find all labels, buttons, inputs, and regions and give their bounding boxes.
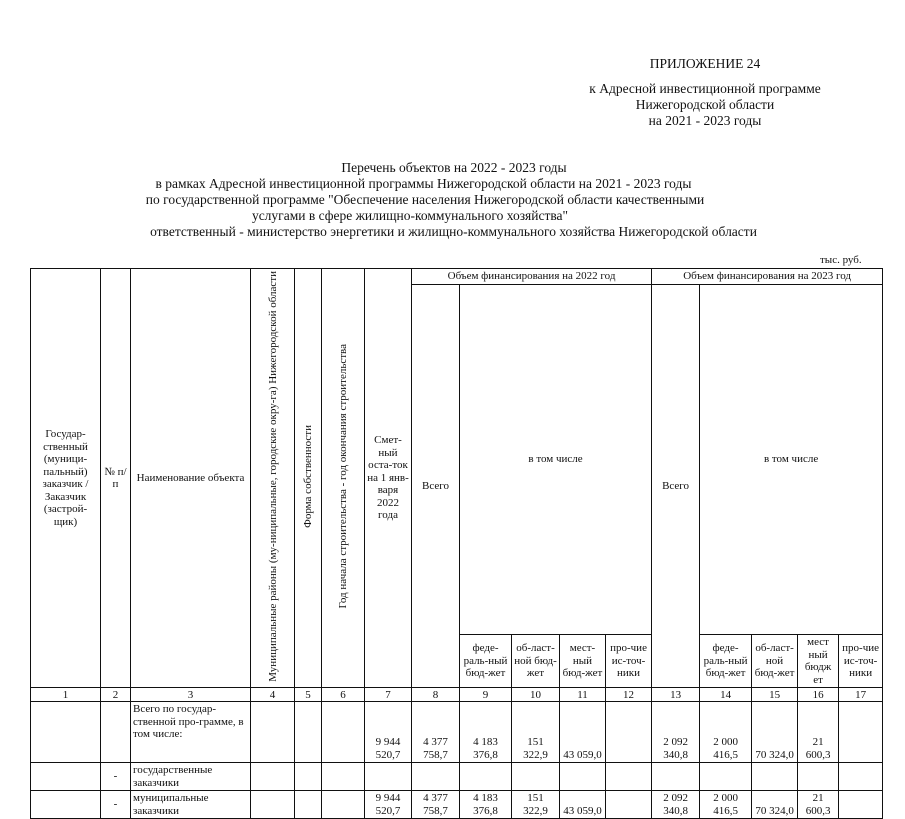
col-number: 6 <box>322 688 365 702</box>
cell-balance: 9 944 520,7 <box>365 791 412 819</box>
title-line-4: услугами в сфере жилищно-коммунального хозяйства" <box>251 208 569 223</box>
cell-empty <box>101 702 131 763</box>
unit-label: тыс. руб. <box>820 254 862 266</box>
cell-empty <box>251 702 295 763</box>
cell-total-2023: 2 092 340,8 <box>652 791 700 819</box>
title-line-5: ответственный - министерство энергетики и жилищно-коммунального хозяйства Нижегородской области <box>150 224 757 239</box>
cell-total-2023: 2 092 340,8 <box>652 702 700 763</box>
document-title <box>0 160 905 240</box>
header-years <box>322 269 365 688</box>
col-number: 12 <box>606 688 652 702</box>
cell-federal-2023: 2 000 416,5 <box>700 702 752 763</box>
title-line-3: по государственной программе "Обеспечение населения Нижегородской области качественными <box>145 192 705 207</box>
col-number: 13 <box>652 688 700 702</box>
header-fin-2023: Объем финансирования на 2023 год <box>652 269 883 285</box>
cell-empty <box>295 702 322 763</box>
appendix-line-2: Нижегородской области <box>635 97 775 112</box>
header-regional-2023: об-ласт-ной бюд-жет <box>752 635 798 688</box>
header-regional-2022: об-ласт-ной бюд-жет <box>512 635 560 688</box>
header-ownership-text: Форма собственности <box>302 424 314 528</box>
col-number: 8 <box>412 688 460 702</box>
header-total-2022: Всего <box>412 284 460 688</box>
cell-local-2022: 43 059,0 <box>560 791 606 819</box>
cell-empty <box>752 763 798 791</box>
header-customer: Государ-ственный (муници-пальный) заказчик / Заказчик (застрой-щик) <box>31 269 101 688</box>
header-incl-2023: в том числе <box>700 284 883 635</box>
cell-other-2022 <box>606 702 652 763</box>
objects-table <box>30 268 883 819</box>
col-number: 15 <box>752 688 798 702</box>
table-row-total <box>31 702 883 763</box>
header-years-text: Год начала строительства - год окончания строительства <box>337 344 349 609</box>
header-local-2023: мест ный бюдж ет <box>798 635 839 688</box>
cell-other-2022 <box>606 791 652 819</box>
header-num: № п/п <box>101 269 131 688</box>
col-number: 7 <box>365 688 412 702</box>
cell-empty <box>295 791 322 819</box>
cell-empty <box>322 791 365 819</box>
cell-local-2023: 21 600,3 <box>798 702 839 763</box>
col-number: 3 <box>131 688 251 702</box>
cell-total-2022: 4 377 758,7 <box>412 702 460 763</box>
header-total-2023: Всего <box>652 284 700 688</box>
cell-empty <box>31 702 101 763</box>
cell-empty <box>365 763 412 791</box>
cell-total-2022: 4 377 758,7 <box>412 791 460 819</box>
table-row-mun <box>31 791 883 819</box>
column-numbers-row <box>31 688 883 702</box>
cell-federal-2022: 4 183 376,8 <box>460 791 512 819</box>
col-number: 11 <box>560 688 606 702</box>
cell-empty <box>798 763 839 791</box>
cell-other-2023 <box>839 702 883 763</box>
cell-empty <box>295 763 322 791</box>
table-row-gov <box>31 763 883 791</box>
header-other-2022: про-чие ис-точ-ники <box>606 635 652 688</box>
cell-balance: 9 944 520,7 <box>365 702 412 763</box>
cell-empty <box>839 763 883 791</box>
row-name: государственные заказчики <box>131 763 251 791</box>
title-line-1: Перечень объектов на 2022 - 2023 годы <box>341 160 567 175</box>
cell-empty <box>31 791 101 819</box>
col-number: 9 <box>460 688 512 702</box>
cell-regional-2023: 70 324,0 <box>752 702 798 763</box>
cell-empty <box>31 763 101 791</box>
cell-other-2023 <box>839 791 883 819</box>
cell-empty <box>700 763 752 791</box>
col-number: 5 <box>295 688 322 702</box>
cell-regional-2022: 151 322,9 <box>512 702 560 763</box>
cell-empty <box>560 763 606 791</box>
appendix-line-3: на 2021 - 2023 годы <box>648 113 762 128</box>
header-ownership <box>295 269 322 688</box>
col-number: 2 <box>101 688 131 702</box>
appendix-line-1: к Адресной инвестиционной программе <box>589 81 821 96</box>
cell-local-2022: 43 059,0 <box>560 702 606 763</box>
appendix-block <box>560 56 850 129</box>
header-balance: Смет-ный оста-ток на 1 янв-варя 2022 года <box>365 269 412 688</box>
row-name: муниципальные заказчики <box>131 791 251 819</box>
header-object: Наименование объекта <box>131 269 251 688</box>
cell-regional-2022: 151 322,9 <box>512 791 560 819</box>
col-number: 14 <box>700 688 752 702</box>
title-line-2: в рамках Адресной инвестиционной программы Нижегородской области на 2021 - 2023 годы <box>155 176 692 191</box>
header-federal-2022: феде-раль-ный бюд-жет <box>460 635 512 688</box>
header-federal-2023: феде-раль-ный бюд-жет <box>700 635 752 688</box>
col-number: 16 <box>798 688 839 702</box>
cell-regional-2023: 70 324,0 <box>752 791 798 819</box>
header-districts <box>251 269 295 688</box>
header-districts-text: Муниципальные районы (му-ниципальные, городские окру-га) Нижегородской области <box>266 271 279 682</box>
row-num: - <box>101 763 131 791</box>
cell-empty <box>412 763 460 791</box>
cell-empty <box>652 763 700 791</box>
col-number: 1 <box>31 688 101 702</box>
col-number: 10 <box>512 688 560 702</box>
cell-empty <box>251 791 295 819</box>
col-number: 17 <box>839 688 883 702</box>
cell-empty <box>606 763 652 791</box>
header-other-2023: про-чие ис-точ-ники <box>839 635 883 688</box>
cell-empty <box>512 763 560 791</box>
row-num: - <box>101 791 131 819</box>
header-incl-2022: в том числе <box>460 284 652 635</box>
appendix-label: ПРИЛОЖЕНИЕ 24 <box>649 56 761 71</box>
cell-federal-2022: 4 183 376,8 <box>460 702 512 763</box>
cell-empty <box>251 763 295 791</box>
col-number: 4 <box>251 688 295 702</box>
cell-empty <box>322 763 365 791</box>
header-fin-2022: Объем финансирования на 2022 год <box>412 269 652 285</box>
cell-local-2023: 21 600,3 <box>798 791 839 819</box>
header-local-2022: мест-ный бюд-жет <box>560 635 606 688</box>
cell-empty <box>460 763 512 791</box>
row-name: Всего по государ-ственной про-грамме, в том числе: <box>131 702 251 763</box>
cell-empty <box>322 702 365 763</box>
cell-federal-2023: 2 000 416,5 <box>700 791 752 819</box>
